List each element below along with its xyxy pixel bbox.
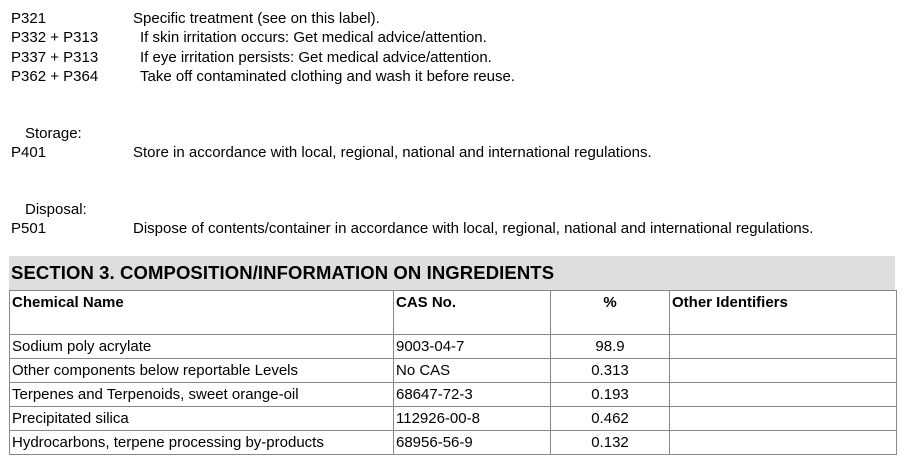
precaution-code: P321 bbox=[11, 10, 47, 27]
precaution-code: P337 + P313 bbox=[11, 49, 99, 66]
cas-cell: 68956-56-9 bbox=[394, 431, 551, 455]
precaution-text: If eye irritation persists: Get medical advice/attention. bbox=[140, 49, 492, 66]
other-identifiers-cell bbox=[670, 383, 897, 407]
storage-text: Store in accordance with local, regional, national and international regulations. bbox=[133, 144, 652, 161]
percent-cell: 0.313 bbox=[551, 359, 670, 383]
storage-line bbox=[11, 143, 891, 162]
table-row bbox=[10, 335, 897, 359]
percent-cell: 0.132 bbox=[551, 431, 670, 455]
precaution-line bbox=[11, 48, 891, 67]
table-header-row bbox=[10, 291, 897, 335]
col-header-cas-no: CAS No. bbox=[394, 291, 551, 335]
precaution-code: P362 + P364 bbox=[11, 68, 99, 85]
chemical-name-cell: Sodium poly acrylate bbox=[10, 335, 394, 359]
storage-label: Storage: bbox=[25, 125, 82, 142]
section-title: SECTION 3. COMPOSITION/INFORMATION ON INGREDIENTS bbox=[11, 262, 555, 283]
disposal-code: P501 bbox=[11, 220, 47, 237]
precaution-line bbox=[11, 9, 891, 28]
percent-cell: 0.193 bbox=[551, 383, 670, 407]
percent-cell: 0.462 bbox=[551, 407, 670, 431]
disposal-line bbox=[11, 219, 903, 238]
chemical-name-cell: Terpenes and Terpenoids, sweet orange-oil bbox=[10, 383, 394, 407]
other-identifiers-cell bbox=[670, 335, 897, 359]
col-header-percent: % bbox=[551, 291, 670, 335]
storage-code: P401 bbox=[11, 144, 47, 161]
col-header-chemical-name: Chemical Name bbox=[10, 291, 394, 335]
chemical-name-cell: Other components below reportable Levels bbox=[10, 359, 394, 383]
percent-cell: 98.9 bbox=[551, 335, 670, 359]
disposal-label: Disposal: bbox=[25, 201, 87, 218]
table-row bbox=[10, 383, 897, 407]
section-header bbox=[9, 256, 895, 290]
chemical-name-cell: Hydrocarbons, terpene processing by-products bbox=[10, 431, 394, 455]
precaution-text: Take off contaminated clothing and wash it before reuse. bbox=[140, 68, 515, 85]
precaution-text: Specific treatment (see on this label). bbox=[133, 10, 380, 27]
other-identifiers-cell bbox=[670, 407, 897, 431]
table-row bbox=[10, 431, 897, 455]
precaution-line bbox=[11, 67, 891, 86]
precaution-code: P332 + P313 bbox=[11, 29, 99, 46]
precaution-text: If skin irritation occurs: Get medical advice/attention. bbox=[140, 29, 487, 46]
cas-cell: 9003-04-7 bbox=[394, 335, 551, 359]
disposal-text: Dispose of contents/container in accordance with local, regional, national and international regulations. bbox=[133, 220, 814, 237]
cas-cell: No CAS bbox=[394, 359, 551, 383]
ingredients-table bbox=[9, 290, 897, 455]
other-identifiers-cell bbox=[670, 431, 897, 455]
cas-cell: 112926-00-8 bbox=[394, 407, 551, 431]
cas-cell: 68647-72-3 bbox=[394, 383, 551, 407]
other-identifiers-cell bbox=[670, 359, 897, 383]
precaution-line bbox=[11, 28, 891, 47]
table-row bbox=[10, 407, 897, 431]
col-header-other-identifiers: Other Identifiers bbox=[670, 291, 897, 335]
table-row bbox=[10, 359, 897, 383]
chemical-name-cell: Precipitated silica bbox=[10, 407, 394, 431]
